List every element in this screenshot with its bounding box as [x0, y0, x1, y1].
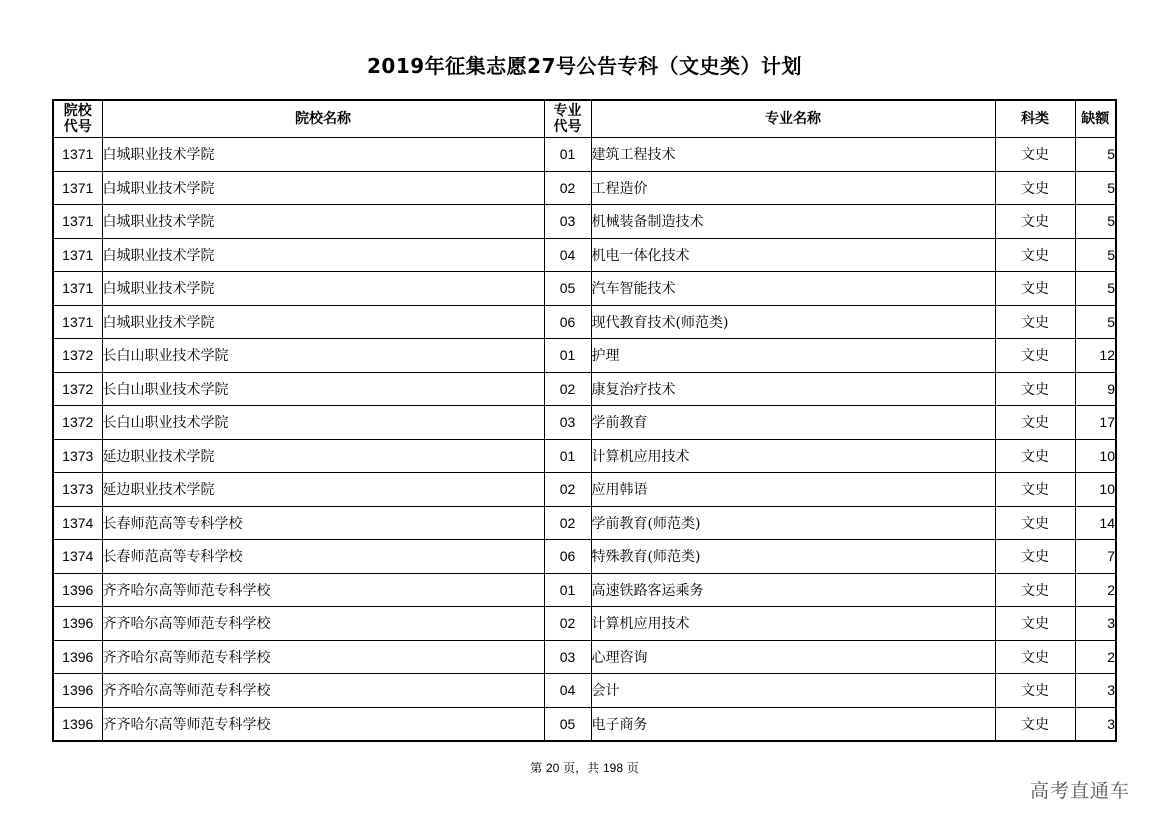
cell-major-code: 04 [544, 674, 591, 708]
cell-major-name: 计算机应用技术 [591, 439, 995, 473]
cell-school-code: 1371 [53, 171, 102, 205]
cell-quota: 9 [1075, 372, 1116, 406]
cell-school-name: 白城职业技术学院 [102, 238, 544, 272]
cell-school-code: 1372 [53, 339, 102, 373]
cell-major-code: 02 [544, 607, 591, 641]
cell-category: 文史 [995, 238, 1075, 272]
cell-school-code: 1396 [53, 573, 102, 607]
cell-school-code: 1396 [53, 607, 102, 641]
cell-major-name: 特殊教育(师范类) [591, 540, 995, 574]
cell-major-name: 护理 [591, 339, 995, 373]
cell-major-name: 工程造价 [591, 171, 995, 205]
cell-quota: 12 [1075, 339, 1116, 373]
cell-major-name: 建筑工程技术 [591, 138, 995, 172]
cell-school-name: 长白山职业技术学院 [102, 406, 544, 440]
page-footer [0, 759, 1169, 776]
cell-school-code: 1396 [53, 707, 102, 741]
cell-school-name: 白城职业技术学院 [102, 305, 544, 339]
cell-school-name: 齐齐哈尔高等师范专科学校 [102, 707, 544, 741]
cell-school-code: 1373 [53, 473, 102, 507]
watermark-logo-text: 高考直通车 [1030, 780, 1131, 802]
cell-major-code: 02 [544, 171, 591, 205]
cell-quota: 2 [1075, 573, 1116, 607]
cell-school-code: 1371 [53, 205, 102, 239]
cell-category: 文史 [995, 138, 1075, 172]
cell-school-name: 白城职业技术学院 [102, 205, 544, 239]
table-row [53, 171, 1116, 205]
cell-major-code: 01 [544, 439, 591, 473]
cell-major-code: 04 [544, 238, 591, 272]
cell-major-code: 05 [544, 707, 591, 741]
cell-school-code: 1371 [53, 238, 102, 272]
cell-quota: 10 [1075, 473, 1116, 507]
cell-school-name: 长春师范高等专科学校 [102, 540, 544, 574]
cell-category: 文史 [995, 171, 1075, 205]
cell-major-code: 02 [544, 473, 591, 507]
cell-quota: 3 [1075, 607, 1116, 641]
cell-category: 文史 [995, 272, 1075, 306]
cell-category: 文史 [995, 640, 1075, 674]
cell-quota: 3 [1075, 674, 1116, 708]
footer-total-pages: 198 [603, 761, 624, 775]
cell-major-name: 学前教育(师范类) [591, 506, 995, 540]
header-quota: 缺额 [1075, 100, 1116, 138]
cell-quota: 10 [1075, 439, 1116, 473]
cell-major-name: 高速铁路客运乘务 [591, 573, 995, 607]
cell-school-name: 齐齐哈尔高等师范专科学校 [102, 573, 544, 607]
page-title: 2019年征集志愿27号公告专科（文史类）计划 [367, 54, 802, 78]
cell-category: 文史 [995, 406, 1075, 440]
cell-major-code: 03 [544, 406, 591, 440]
cell-quota: 14 [1075, 506, 1116, 540]
cell-category: 文史 [995, 674, 1075, 708]
cell-school-name: 白城职业技术学院 [102, 171, 544, 205]
cell-school-code: 1374 [53, 506, 102, 540]
cell-school-code: 1373 [53, 439, 102, 473]
cell-quota: 5 [1075, 238, 1116, 272]
cell-school-code: 1372 [53, 406, 102, 440]
cell-major-code: 02 [544, 506, 591, 540]
cell-category: 文史 [995, 607, 1075, 641]
cell-major-code: 06 [544, 540, 591, 574]
cell-school-code: 1396 [53, 640, 102, 674]
table-row [53, 305, 1116, 339]
header-school-code: 院校代号 [53, 100, 102, 138]
cell-school-code: 1396 [53, 674, 102, 708]
cell-quota: 5 [1075, 305, 1116, 339]
cell-major-code: 01 [544, 339, 591, 373]
cell-quota: 17 [1075, 406, 1116, 440]
header-school-name: 院校名称 [102, 100, 544, 138]
cell-major-name: 学前教育 [591, 406, 995, 440]
cell-major-name: 汽车智能技术 [591, 272, 995, 306]
table-row [53, 573, 1116, 607]
table-row [53, 674, 1116, 708]
cell-quota: 5 [1075, 171, 1116, 205]
header-major-code: 专业代号 [544, 100, 591, 138]
cell-school-name: 长白山职业技术学院 [102, 372, 544, 406]
table-row [53, 439, 1116, 473]
cell-major-code: 02 [544, 372, 591, 406]
cell-category: 文史 [995, 707, 1075, 741]
enrollment-plan-table [52, 99, 1117, 742]
table-row [53, 339, 1116, 373]
cell-major-name: 应用韩语 [591, 473, 995, 507]
table-row [53, 138, 1116, 172]
cell-category: 文史 [995, 573, 1075, 607]
table-row [53, 506, 1116, 540]
cell-school-name: 齐齐哈尔高等师范专科学校 [102, 607, 544, 641]
cell-major-code: 03 [544, 640, 591, 674]
cell-school-code: 1371 [53, 305, 102, 339]
cell-school-code: 1371 [53, 272, 102, 306]
table-row [53, 640, 1116, 674]
footer-suffix: 页 [626, 761, 639, 775]
cell-category: 文史 [995, 540, 1075, 574]
table-row [53, 540, 1116, 574]
header-major-name: 专业名称 [591, 100, 995, 138]
table-row [53, 607, 1116, 641]
cell-major-code: 01 [544, 573, 591, 607]
table-row [53, 372, 1116, 406]
cell-school-name: 白城职业技术学院 [102, 272, 544, 306]
cell-school-name: 延边职业技术学院 [102, 439, 544, 473]
cell-major-name: 康复治疗技术 [591, 372, 995, 406]
cell-category: 文史 [995, 305, 1075, 339]
cell-category: 文史 [995, 506, 1075, 540]
cell-quota: 5 [1075, 272, 1116, 306]
cell-major-name: 计算机应用技术 [591, 607, 995, 641]
cell-school-name: 长春师范高等专科学校 [102, 506, 544, 540]
table-header-row [53, 100, 1116, 138]
cell-school-name: 长白山职业技术学院 [102, 339, 544, 373]
cell-category: 文史 [995, 473, 1075, 507]
cell-school-code: 1374 [53, 540, 102, 574]
table-row [53, 707, 1116, 741]
cell-major-code: 06 [544, 305, 591, 339]
cell-school-code: 1372 [53, 372, 102, 406]
cell-school-name: 延边职业技术学院 [102, 473, 544, 507]
cell-school-name: 齐齐哈尔高等师范专科学校 [102, 640, 544, 674]
footer-mid: 页，共 [563, 761, 600, 775]
cell-quota: 5 [1075, 138, 1116, 172]
table-row [53, 473, 1116, 507]
cell-major-name: 机械装备制造技术 [591, 205, 995, 239]
cell-quota: 3 [1075, 707, 1116, 741]
cell-quota: 7 [1075, 540, 1116, 574]
table-row [53, 272, 1116, 306]
cell-major-name: 会计 [591, 674, 995, 708]
cell-quota: 2 [1075, 640, 1116, 674]
table-row [53, 238, 1116, 272]
cell-school-name: 齐齐哈尔高等师范专科学校 [102, 674, 544, 708]
cell-school-name: 白城职业技术学院 [102, 138, 544, 172]
header-category: 科类 [995, 100, 1075, 138]
cell-major-code: 05 [544, 272, 591, 306]
cell-major-name: 现代教育技术(师范类) [591, 305, 995, 339]
cell-category: 文史 [995, 339, 1075, 373]
cell-category: 文史 [995, 205, 1075, 239]
cell-major-code: 03 [544, 205, 591, 239]
cell-school-code: 1371 [53, 138, 102, 172]
cell-category: 文史 [995, 439, 1075, 473]
cell-major-code: 01 [544, 138, 591, 172]
table-row [53, 205, 1116, 239]
cell-major-name: 机电一体化技术 [591, 238, 995, 272]
footer-page-number: 20 [545, 761, 560, 775]
cell-major-name: 电子商务 [591, 707, 995, 741]
cell-major-name: 心理咨询 [591, 640, 995, 674]
table-row [53, 406, 1116, 440]
cell-category: 文史 [995, 372, 1075, 406]
cell-quota: 5 [1075, 205, 1116, 239]
footer-prefix: 第 [530, 761, 543, 775]
